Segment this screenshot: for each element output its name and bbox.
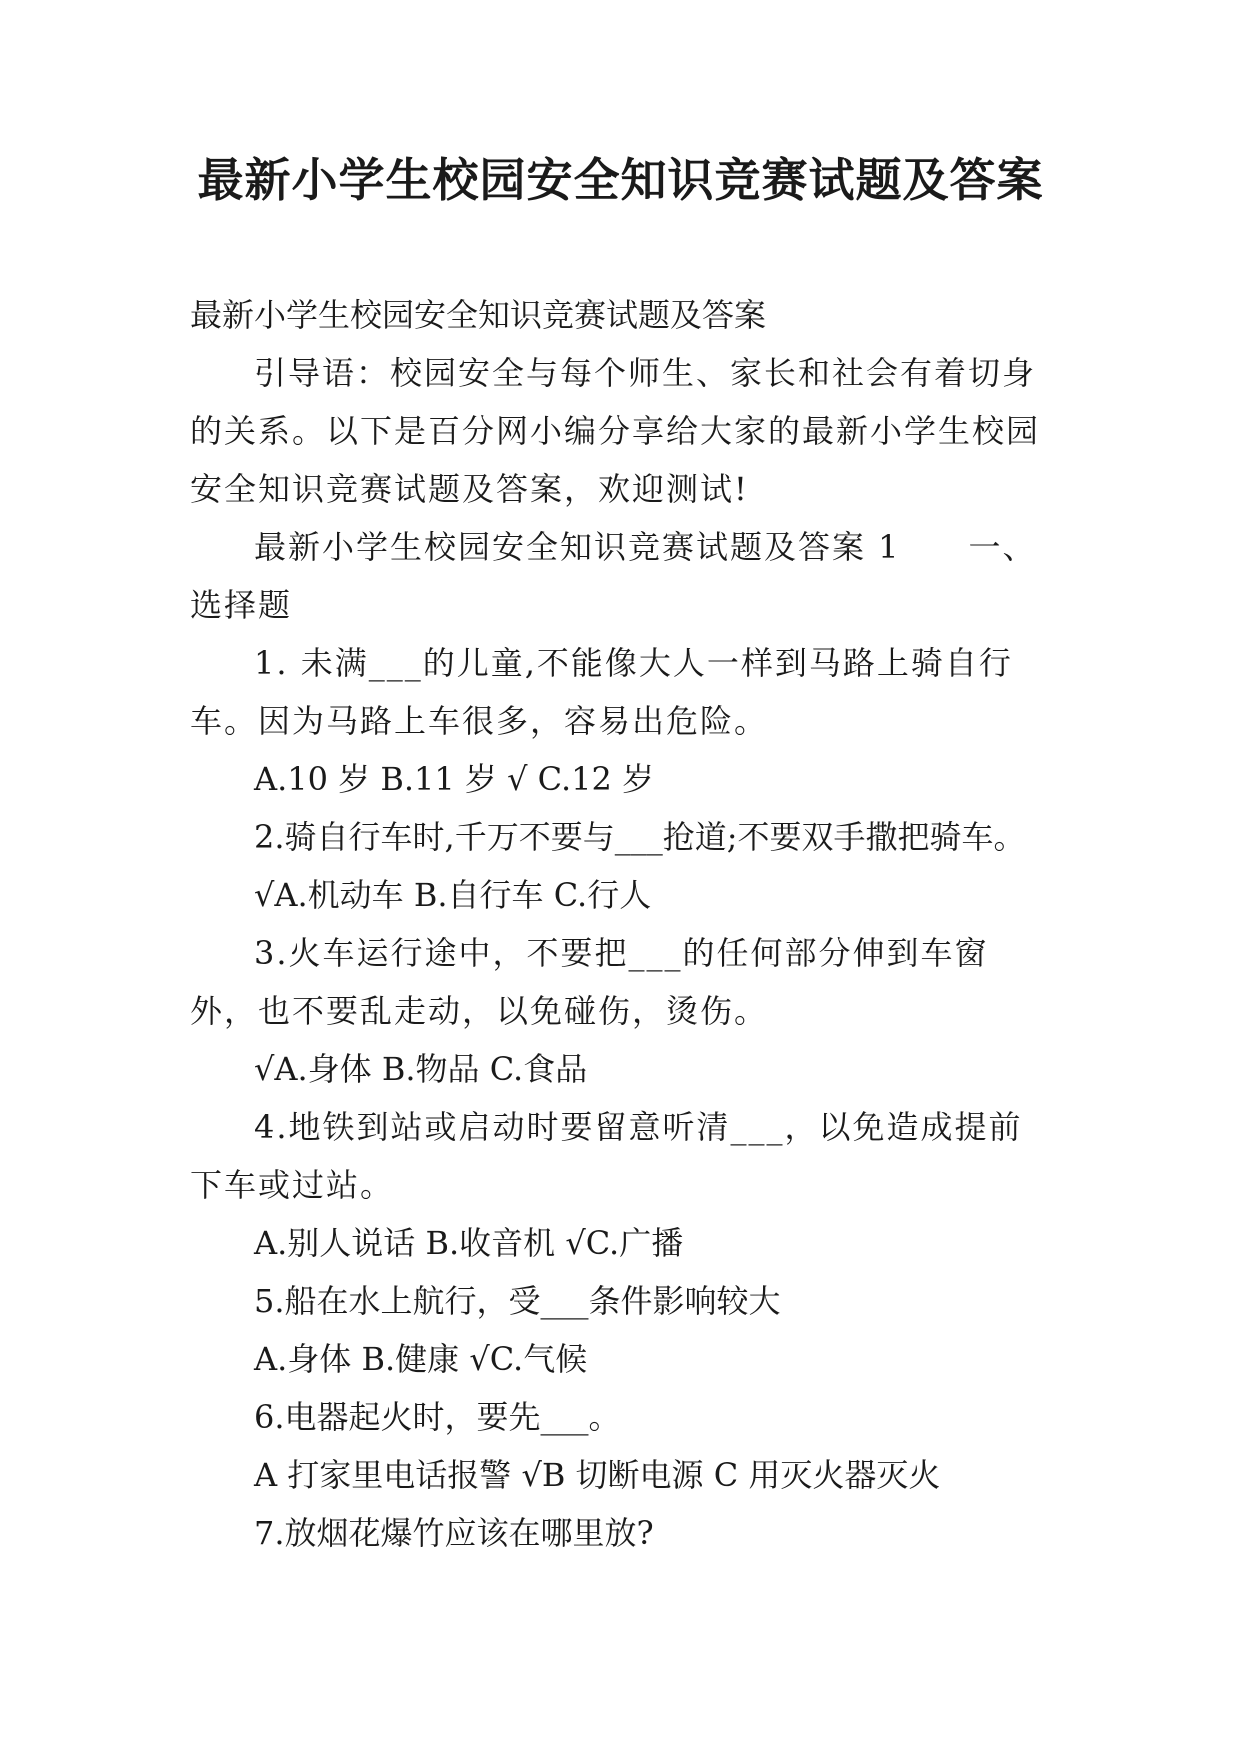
document-title: 最新小学生校园安全知识竞赛试题及答案	[197, 153, 1044, 207]
paragraph-intro: 引导语：校园安全与每个师生、家长和社会有着切身的关系。以下是百分网小编分享给大家的最新小学生校园安全知识竞赛试题及答案，欢迎测试!	[190, 354, 1041, 508]
question-2: 2.骑自行车时,千万不要与___抢道;不要双手撒把骑车。	[254, 818, 1026, 856]
question-2-options: √A.机动车 B.自行车 C.行人	[254, 876, 652, 914]
question-6: 6.电器起火时，要先___。	[254, 1398, 621, 1436]
question-3: 3.火车运行途中，不要把___的任何部分伸到车窗外，也不要乱走动，以免碰伤，烫伤。	[190, 934, 989, 1030]
document-body	[190, 286, 1050, 1562]
question-1-options: A.10 岁 B.11 岁 √ C.12 岁	[254, 760, 655, 798]
question-4-options: A.别人说话 B.收音机 √C.广播	[254, 1224, 684, 1262]
question-5-options: A.身体 B.健康 √C.气候	[254, 1340, 588, 1378]
question-3-options: √A.身体 B.物品 C.食品	[254, 1050, 588, 1088]
paragraph-section-heading: 最新小学生校园安全知识竞赛试题及答案 1 一、选择题	[190, 528, 1037, 624]
question-6-options: A 打家里电话报警 √B 切断电源 C 用灭火器灭火	[254, 1456, 941, 1494]
paragraph-heading: 最新小学生校园安全知识竞赛试题及答案	[190, 296, 767, 334]
question-7: 7.放烟花爆竹应该在哪里放?	[254, 1514, 654, 1552]
question-1: 1. 未满___的儿童,不能像大人一样到马路上骑自行车。因为马路上车很多，容易出危险。	[190, 644, 1013, 740]
question-4: 4.地铁到站或启动时要留意听清___，以免造成提前下车或过站。	[190, 1108, 1023, 1204]
question-5: 5.船在水上航行，受___条件影响较大	[254, 1282, 781, 1320]
